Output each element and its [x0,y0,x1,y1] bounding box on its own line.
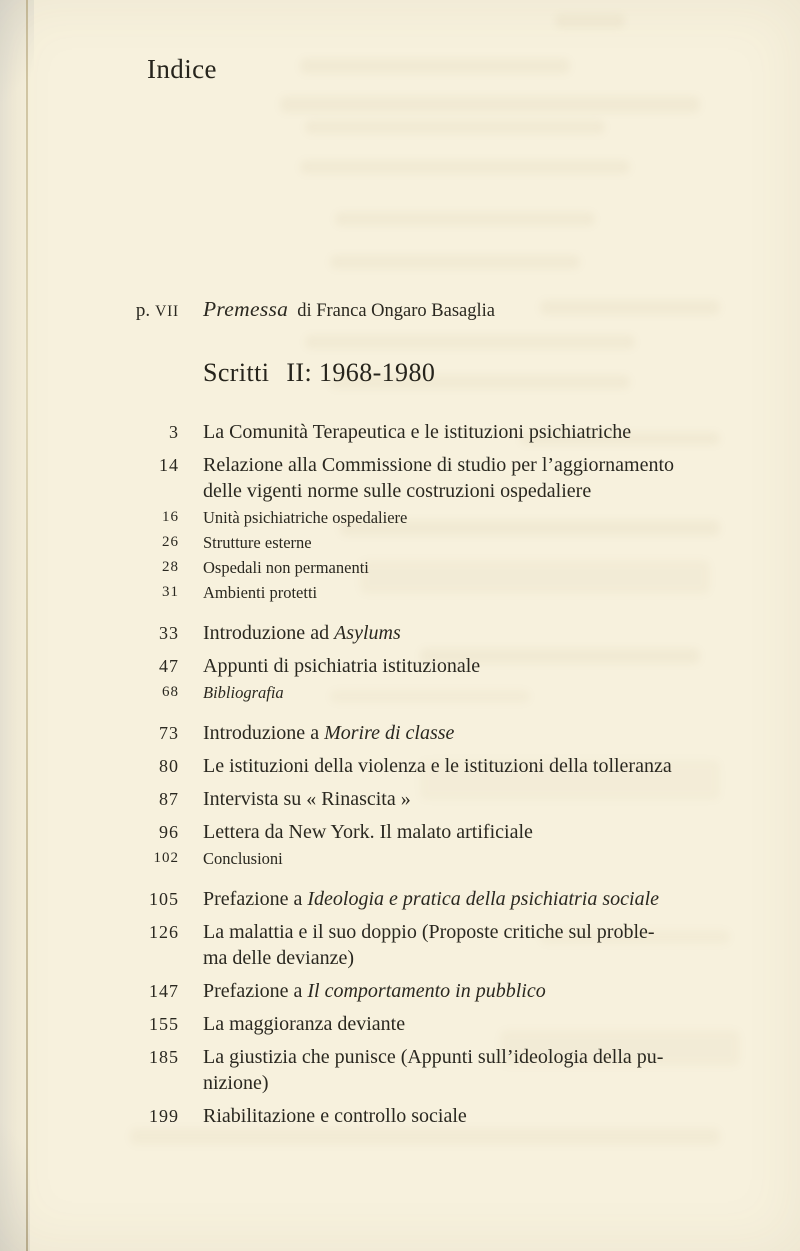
toc-entry-title: La maggioranza deviante [203,1013,406,1035]
toc-entry [0,452,760,504]
toc-entry-title: Ambienti protetti [203,583,318,602]
roman-page-number: VII [155,303,179,320]
toc-entry-title: Unità psichiatriche ospedaliere [203,508,408,527]
bleed-through-smudge [330,255,580,269]
toc-entry [0,1044,760,1096]
toc-page-number: 31 [162,584,179,600]
toc-entry-title: Appunti di psichiatria istituzionale [203,655,481,677]
toc-page-number: 68 [162,684,179,700]
toc-entry [0,419,760,445]
front-matter-page-number [0,299,179,322]
toc-page-number: 33 [159,623,179,643]
toc-entry-title: Prefazione a Il comportamento in pubblico [203,980,546,1002]
bleed-through-smudge [305,120,605,134]
toc-page-number: 147 [149,981,179,1001]
toc-page-number: 28 [162,559,179,575]
toc-page-number: 14 [159,455,179,475]
toc-entry-title: Riabilitazione e controllo sociale [203,1105,467,1127]
toc-entry [0,886,760,912]
toc-entry [0,1011,760,1037]
toc-page-number: 87 [159,789,179,809]
toc-entry-title: Relazione alla Commissione di studio per l’aggiornamento delle vigenti norme sulle costruzioni ospedaliere [203,454,675,502]
toc-page-number: 73 [159,723,179,743]
toc-entry [0,556,760,579]
bleed-through-smudge [305,335,635,349]
toc-entry [0,653,760,679]
toc-page-number: 80 [159,756,179,776]
toc-page-number: 155 [149,1014,179,1034]
toc-entry [0,581,760,604]
toc-entry-title: Le istituzioni della violenza e le istituzioni della tolleranza [203,755,672,777]
bleed-through-smudge [335,212,595,226]
toc-entry-title: Intervista su « Rinascita » [203,788,411,810]
toc-entry-title: Strutture esterne [203,533,312,552]
bleed-through-smudge [555,14,625,28]
toc-entry [0,978,760,1004]
toc-page-number: 105 [149,889,179,909]
toc-page-number: 185 [149,1047,179,1067]
toc-entry [0,506,760,529]
toc-page-number: 199 [149,1106,179,1126]
toc-entry-title: Conclusioni [203,849,283,868]
toc-page-number: 3 [169,422,179,442]
bleed-through-smudge [130,1128,720,1145]
bleed-through-smudge [540,300,720,315]
front-matter-row [0,297,495,322]
toc-entry [0,786,760,812]
toc-entry-title: Ospedali non permanenti [203,558,369,577]
toc-list [0,412,760,1129]
toc-entry-title: Introduzione a Morire di classe [203,722,455,744]
toc-entry-title: La giustizia che punisce (Appunti sull’ideologia della pu- nizione) [203,1046,664,1094]
front-matter-title [203,297,495,322]
toc-entry [0,620,760,646]
toc-entry-title: Bibliografia [203,683,284,702]
toc-entry [0,919,760,971]
toc-entry [0,720,760,746]
toc-entry-title: La malattia e il suo doppio (Proposte critiche sul proble- ma delle devianze) [203,921,655,969]
section-heading [203,358,435,388]
work-title: Premessa [203,297,289,321]
toc-page-number: 26 [162,534,179,550]
page-abbreviation: p. [135,300,151,321]
section-heading-label: Scritti [203,358,270,387]
toc-entry [0,531,760,554]
toc-entry [0,819,760,845]
toc-page-number: 16 [162,509,179,525]
toc-entry-title: La Comunità Terapeutica e le istituzioni psichiatriche [203,421,632,443]
toc-entry-title: Introduzione ad Asylums [203,622,401,644]
toc-entry-title: Prefazione a Ideologia e pratica della psichiatria sociale [203,888,660,910]
toc-page-number: 126 [149,922,179,942]
bleed-through-smudge [300,160,630,174]
toc-entry-title: Lettera da New York. Il malato artificiale [203,821,533,843]
page-title: Indice [147,54,217,84]
bleed-through-smudge [280,96,700,113]
toc-page-number: 102 [153,850,179,866]
scan-corner-shadow [0,0,34,120]
toc-page-number: 96 [159,822,179,842]
bleed-through-smudge [300,58,570,74]
toc-entry [0,753,760,779]
section-heading-range: II: 1968-1980 [286,358,436,387]
toc-entry [0,681,760,704]
toc-page-number: 47 [159,656,179,676]
toc-entry [0,1103,760,1129]
toc-entry [0,847,760,870]
byline: di Franca Ongaro Basaglia [297,301,495,321]
